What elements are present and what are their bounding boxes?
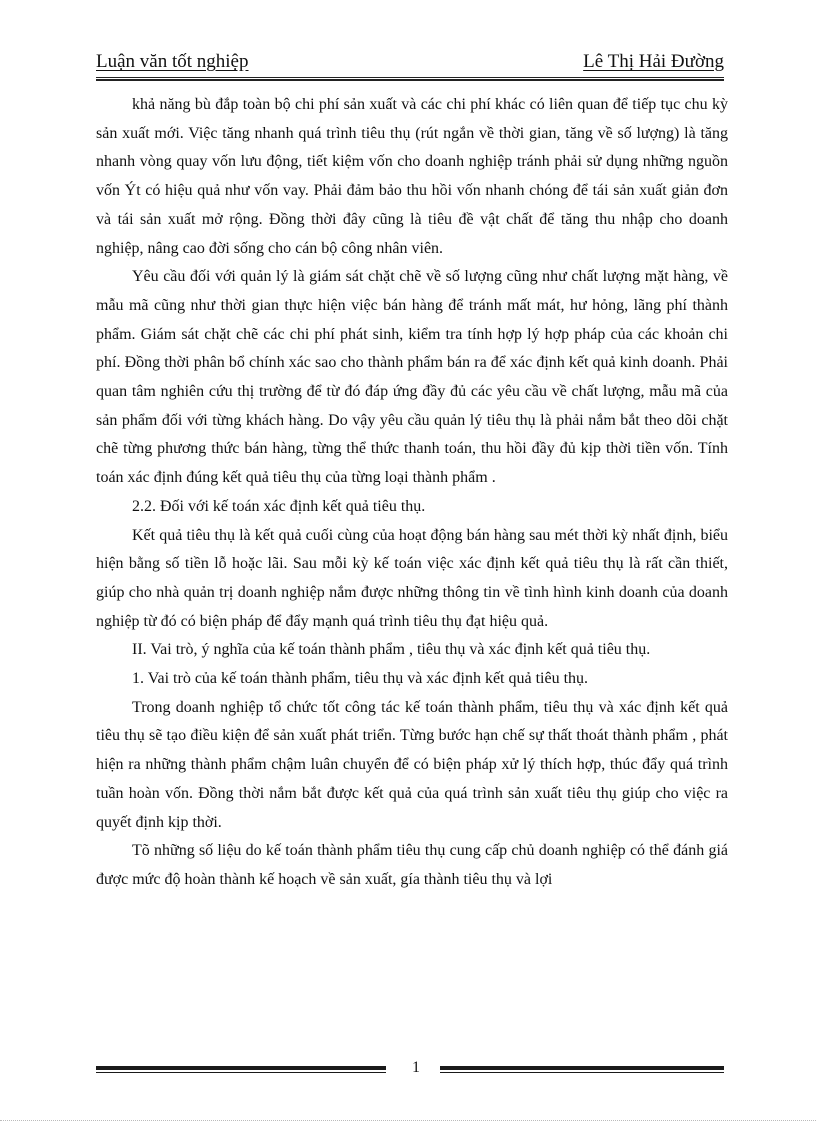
page-header bbox=[96, 49, 724, 75]
header-author-name: Lê Thị Hải Đường bbox=[583, 51, 724, 72]
section-heading-2-2: 2.2. Đối với kế toán xác định kết quả tiêu thụ. bbox=[132, 497, 426, 515]
paragraph-management-requirements: Yêu cầu đối với quản lý là giám sát chặt chẽ về số lượng cũng như chất lượng mặt hàng, về mẫu mã cũng như thời gian thực hiện việc bán hàng để tránh mất mát, hư hỏng, lãng phí thành phẩm. Giám sát chặt chẽ các chi phí phát sinh, kiểm tra tính hợp lý hợp pháp của các khoản chi phí. Đồng thời phân bổ chính xác sao cho thành phẩm bán ra để xác định kết quả kinh doanh. Phải quan tâm nghiên cứu thị trường để từ đó đáp ứng đầy đủ các yêu cầu về chất lượng, mẫu mã của sản phẩm đối với từng khách hàng. Do vậy yêu cầu quản lý tiêu thụ là phải nắm bắt theo dõi chặt chẽ từng phương thức bán hàng, từng thể thức thanh toán, thu hồi đầy đủ kịp thời tiền vốn. Tính toán xác định đúng kết quả tiêu thụ của từng loại thành phẩm . bbox=[96, 268, 728, 487]
section-heading-1: 1. Vai trò của kế toán thành phẩm, tiêu thụ và xác định kết quả tiêu thụ. bbox=[132, 670, 589, 688]
section-heading-II: II. Vai trò, ý nghĩa của kế toán thành phẩm , tiêu thụ và xác định kết quả tiêu thụ. bbox=[132, 641, 651, 659]
page-number: 1 bbox=[412, 1059, 420, 1076]
header-rule-thick bbox=[96, 79, 724, 81]
paragraph-sales-result: Kết quả tiêu thụ là kết quả cuối cùng của hoạt động bán hàng sau mét thời kỳ nhất định, biểu hiện bằng số tiền lỗ hoặc lãi. Sau mỗi kỳ kế toán việc xác định kết quả tiêu thụ là rất cần thiết, giúp cho nhà quản trị doanh nghiệp nắm được những thông tin về tình hình kinh doanh của doanh nghiệp từ đó có biện pháp để đẩy mạnh quá trình tiêu thụ đạt hiệu quả. bbox=[96, 526, 728, 630]
paragraph-data-usage: Tõ những số liệu do kế toán thành phẩm tiêu thụ cung cấp chủ doanh nghiệp có thể đánh giá được mức độ hoàn thành kế hoạch về sản xuất, gía thành tiêu thụ và lợi bbox=[96, 842, 728, 888]
header-rule bbox=[96, 77, 724, 78]
document-body bbox=[96, 91, 728, 895]
paragraph-continuation: khả năng bù đắp toàn bộ chi phí sản xuất và các chi phí khác có liên quan để tiếp tục chu kỳ sản xuất mới. Việc tăng nhanh quá trình tiêu thụ (rút ngắn về thời gian, tăng về số lượng) là tăng nhanh vòng quay vốn lưu động, tiết kiệm vốn cho doanh nghiệp tránh phải sử dụng những nguồn vốn Ýt có hiệu quả như vốn vay. Phải đảm bảo thu hồi vốn nhanh chóng để tái sản xuất giản đơn và tái sản xuất mở rộng. Đồng thời đây cũng là tiêu đề vật chất để tăng thu nhập cho doanh nghiệp, nâng cao đời sống cho cán bộ công nhân viên. bbox=[96, 96, 728, 257]
footer-rule-left bbox=[96, 1066, 386, 1070]
footer-rule-right bbox=[440, 1066, 724, 1070]
page-edge-divider bbox=[0, 1120, 816, 1121]
header-thesis-title: Luận văn tốt nghiệp bbox=[96, 51, 249, 72]
paragraph-role-of-accounting: Trong doanh nghiệp tổ chức tốt công tác kế toán thành phẩm, tiêu thụ và xác định kết quả tiêu thụ sẽ tạo điều kiện để sản xuất phát triển. Từng bước hạn chế sự thất thoát thành phẩm , phát hiện ra những thành phẩm chậm luân chuyển để có biện pháp xử lý thích hợp, thúc đẩy quá trình tuần hoàn vốn. Đồng thời nắm bắt được kết quả của quá trình sản xuất tiêu thụ giúp cho việc ra quyết định kịp thời. bbox=[96, 698, 728, 831]
